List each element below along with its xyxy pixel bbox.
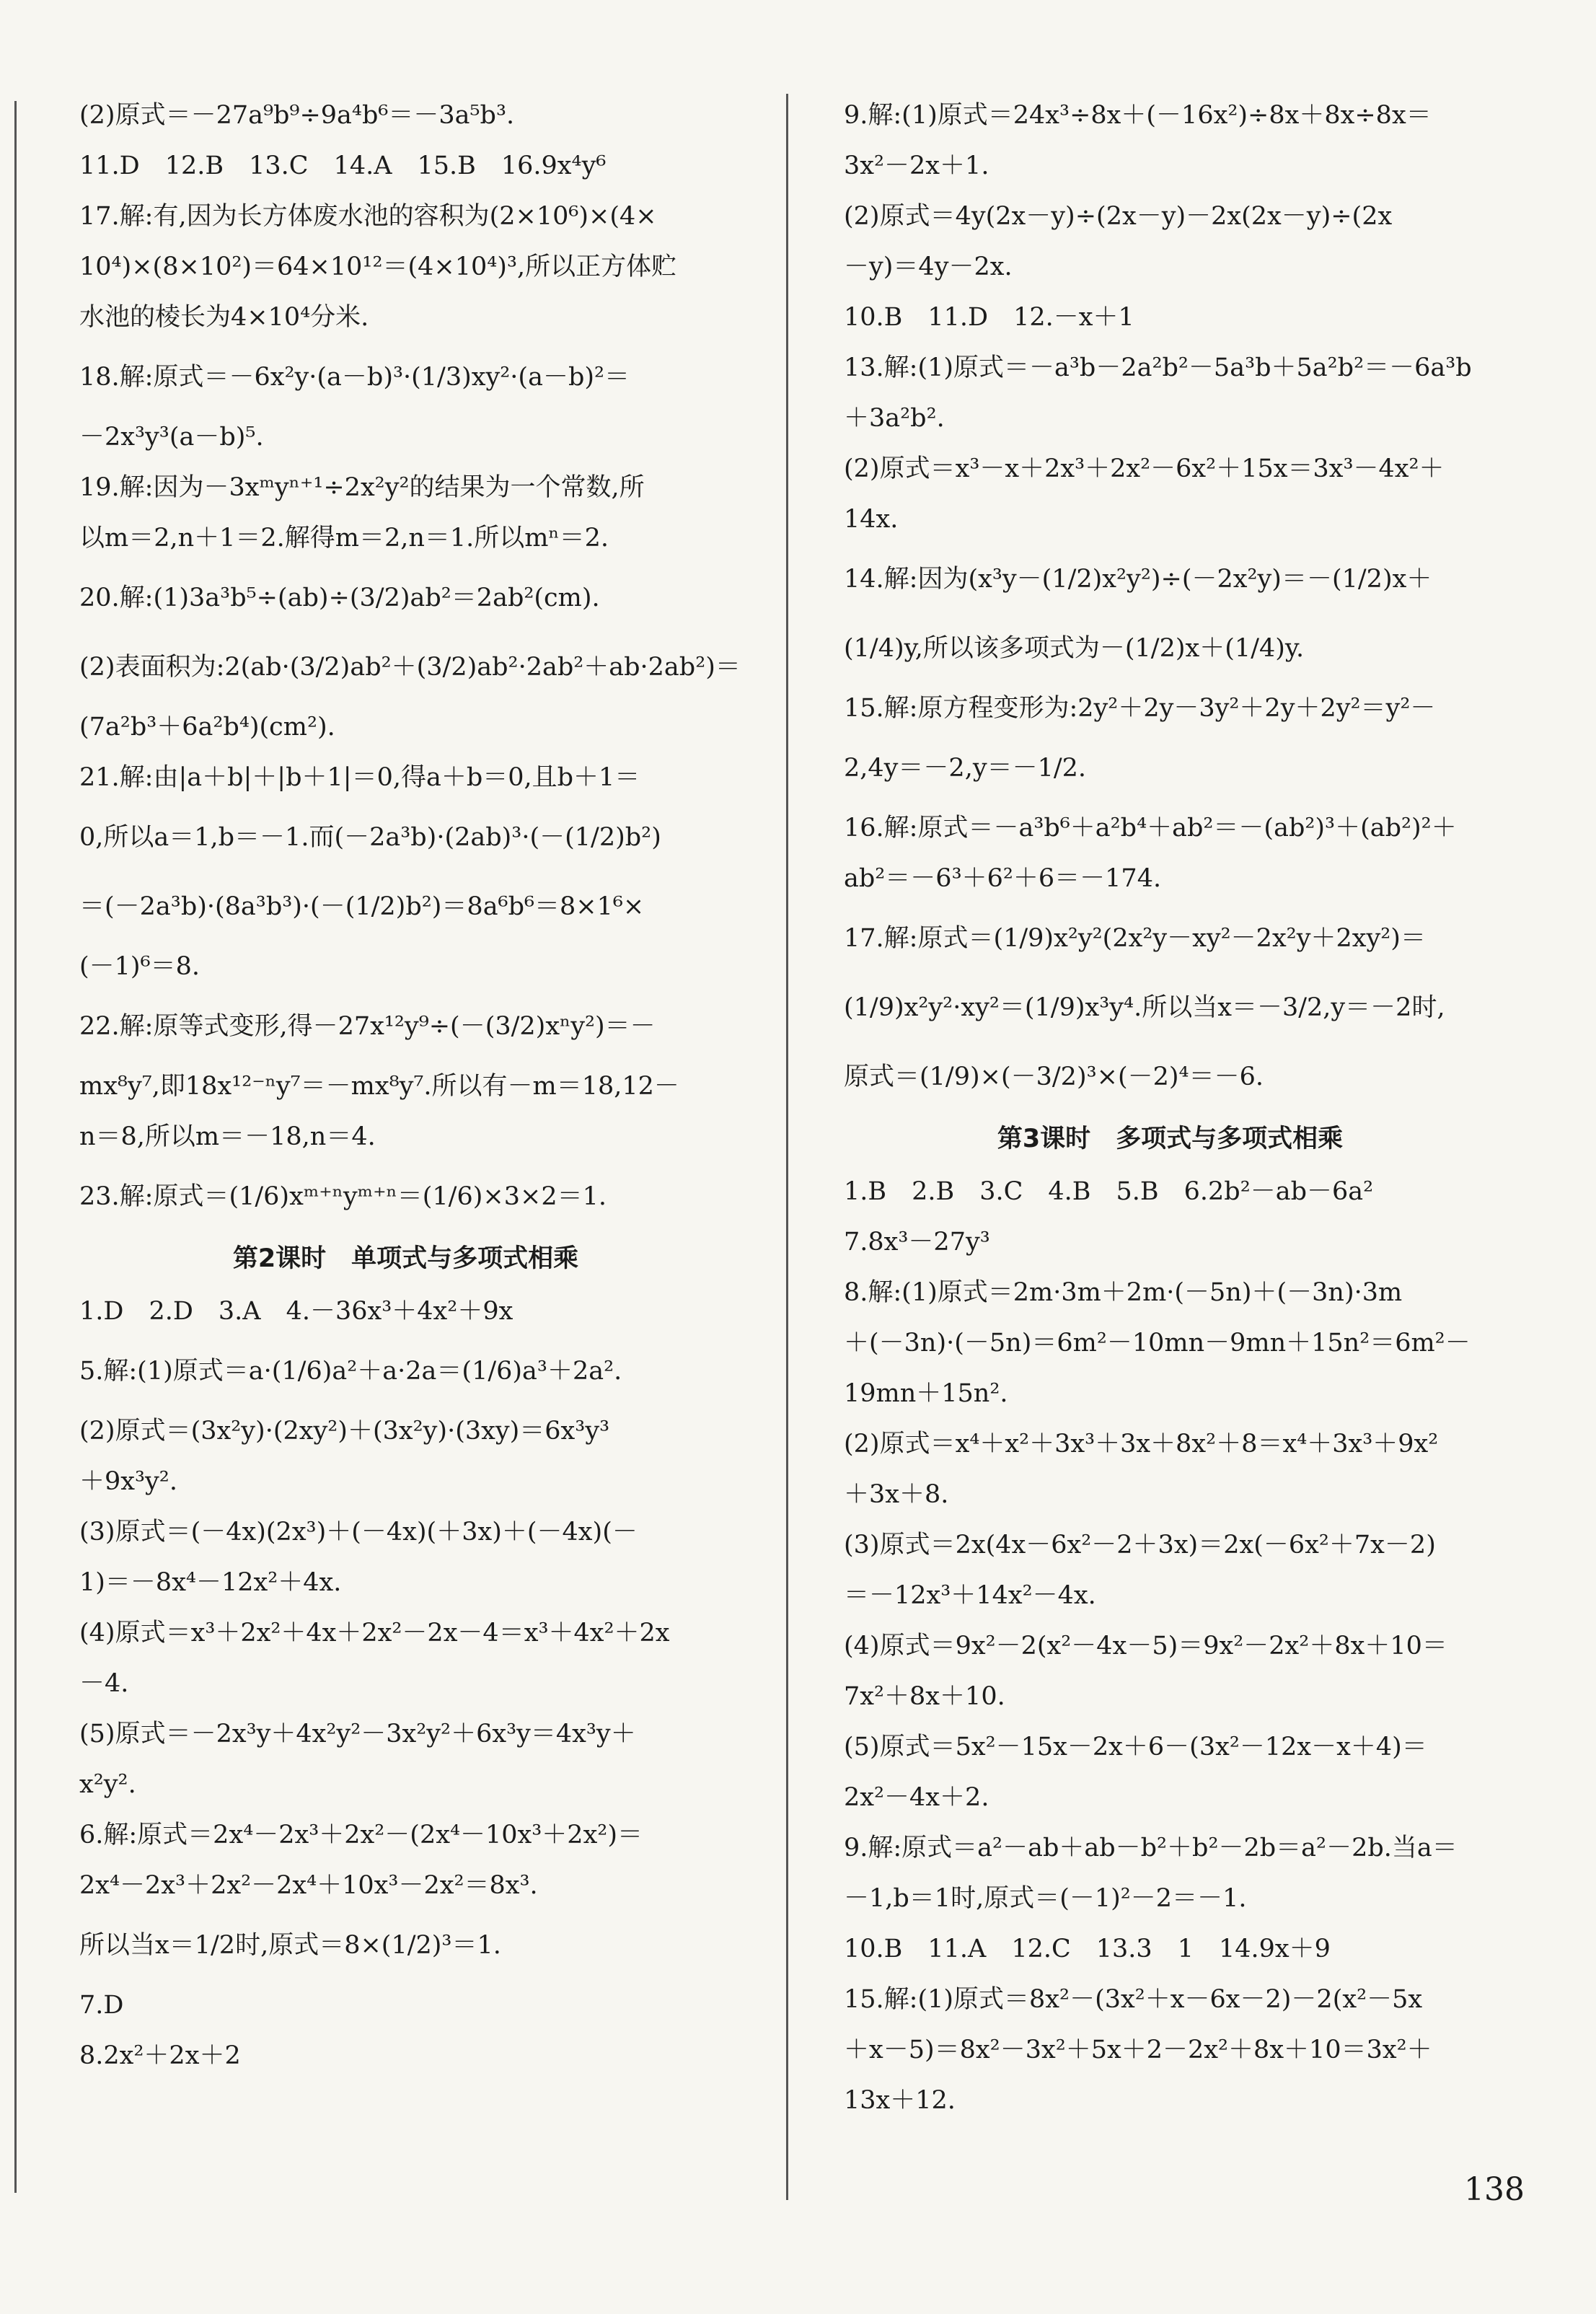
answer-line: －y)＝4y－2x.: [844, 252, 1013, 281]
left-column: [79, 90, 741, 2081]
answer-line: (2)原式＝4y(2x－y)÷(2x－y)－2x(2x－y)÷(2x: [844, 202, 1393, 231]
answer-line: 17.解:有,因为长方体废水池的容积为(2×10⁶)×(4×: [79, 202, 657, 231]
answer-line: 1.B 2.B 3.C 4.B 5.B 6.2b²－ab－6a²: [844, 1177, 1374, 1206]
answer-line: 10.B 11.A 12.C 13.3 1 14.9x＋9: [844, 1935, 1331, 1963]
answer-line: (5)原式＝－2x³y＋4x²y²－3x²y²＋6x³y＝4x³y＋: [79, 1720, 636, 1748]
page-number: 138: [1464, 2171, 1525, 2208]
answer-line: 7.8x³－27y³: [844, 1228, 990, 1257]
answer-line: 1)＝－8x⁴－12x²＋4x.: [79, 1568, 342, 1597]
answer-line: 15.解:原方程变形为:2y²＋2y－3y²＋2y＋2y²＝y²－: [844, 694, 1436, 723]
answer-line: mx⁸y⁷,即18x¹²⁻ⁿy⁷＝－mx⁸y⁷.所以有－m＝18,12－: [79, 1072, 679, 1101]
answer-line: (2)原式＝－27a⁹b⁹÷9a⁴b⁶＝－3a⁵b³.: [79, 101, 515, 130]
answer-line: (7a²b³＋6a²b⁴)(cm²).: [79, 713, 335, 742]
answer-line: (3)原式＝2x(4x－6x²－2＋3x)＝2x(－6x²＋7x－2): [844, 1531, 1436, 1559]
answer-line: 22.解:原等式变形,得－27x¹²y⁹÷(－(3/2)xⁿy²)＝－: [79, 1012, 656, 1041]
column-divider: [786, 94, 788, 2200]
answer-line: 20.解:(1)3a³b⁵÷(ab)÷(3/2)ab²＝2ab²(cm).: [79, 584, 600, 612]
answer-line: 18.解:原式＝－6x²y·(a－b)³·(1/3)xy²·(a－b)²＝: [79, 363, 630, 392]
answer-line: (2)原式＝(3x²y)·(2xy²)＋(3x²y)·(3xy)＝6x³y³: [79, 1417, 610, 1446]
answer-line: ＝－12x³＋14x²－4x.: [844, 1581, 1096, 1610]
answer-line: 2,4y＝－2,y＝－1/2.: [844, 754, 1087, 783]
answer-line: ＝(－2a³b)·(8a³b³)·(－(1/2)b²)＝8a⁶b⁶＝8×1⁶×: [79, 892, 645, 921]
answer-line: 15.解:(1)原式＝8x²－(3x²＋x－6x－2)－2(x²－5x: [844, 1985, 1423, 2014]
answer-line: (2)表面积为:2(ab·(3/2)ab²＋(3/2)ab²·2ab²＋ab·2ab²)＝: [79, 653, 741, 682]
answer-line: 7.D: [79, 1991, 124, 2020]
answer-line: 10.B 11.D 12.－x＋1: [844, 303, 1134, 332]
answer-line: ＋3a²b².: [844, 404, 945, 433]
right-column: [844, 90, 1496, 2126]
answer-line: (2)原式＝x³－x＋2x³＋2x²－6x²＋15x＝3x³－4x²＋: [844, 454, 1445, 483]
answer-line: (4)原式＝9x²－2(x²－4x－5)＝9x²－2x²＋8x＋10＝: [844, 1632, 1447, 1660]
answer-line: ＋9x³y².: [79, 1467, 177, 1496]
answer-line: 8.解:(1)原式＝2m·3m＋2m·(－5n)＋(－3n)·3m: [844, 1278, 1403, 1307]
answer-line: (4)原式＝x³＋2x²＋4x＋2x²－2x－4＝x³＋4x²＋2x: [79, 1619, 670, 1647]
answer-line: 19.解:因为－3xᵐyⁿ⁺¹÷2x²y²的结果为一个常数,所: [79, 473, 645, 502]
answer-line: 3x²－2x＋1.: [844, 151, 989, 180]
answer-line: (3)原式＝(－4x)(2x³)＋(－4x)(＋3x)＋(－4x)(－: [79, 1518, 638, 1547]
answer-line: 13.解:(1)原式＝－a³b－2a²b²－5a³b＋5a²b²＝－6a³b: [844, 353, 1472, 382]
answer-line: 17.解:原式＝(1/9)x²y²(2x²y－xy²－2x²y＋2xy²)＝: [844, 924, 1426, 953]
answer-line: 所以当x＝1/2时,原式＝8×(1/2)³＝1.: [79, 1931, 501, 1960]
left-margin-rule: [14, 101, 17, 2193]
answer-line: ＋x－5)＝8x²－3x²＋5x＋2－2x²＋8x＋10＝3x²＋: [844, 2036, 1432, 2064]
answer-line: 16.解:原式＝－a³b⁶＋a²b⁴＋ab²＝－(ab²)³＋(ab²)²＋: [844, 814, 1457, 843]
answer-line: (－1)⁶＝8.: [79, 952, 200, 981]
answer-line: 19mn＋15n².: [844, 1379, 1008, 1408]
answer-line: 1.D 2.D 3.A 4.－36x³＋4x²＋9x: [79, 1297, 513, 1326]
answer-line: 9.解:(1)原式＝24x³÷8x＋(－16x²)÷8x＋8x÷8x＝: [844, 101, 1432, 130]
answer-line: 以m＝2,n＋1＝2.解得m＝2,n＝1.所以mⁿ＝2.: [79, 524, 609, 553]
answer-line: (1/9)x²y²·xy²＝(1/9)x³y⁴.所以当x＝－3/2,y＝－2时,: [844, 993, 1445, 1022]
answer-line: 原式＝(1/9)×(－3/2)³×(－2)⁴＝－6.: [844, 1063, 1264, 1091]
answer-line: 13x＋12.: [844, 2086, 956, 2115]
answer-line: x²y².: [79, 1770, 136, 1799]
answer-line: 2x⁴－2x³＋2x²－2x⁴＋10x³－2x²＝8x³.: [79, 1871, 538, 1900]
answer-line: －4.: [79, 1669, 129, 1698]
answer-line: ab²＝－6³＋6²＋6＝－174.: [844, 864, 1162, 893]
answer-line: ＋(－3n)·(－5n)＝6m²－10mn－9mn＋15n²＝6m²－: [844, 1329, 1471, 1358]
answer-line: 11.D 12.B 13.C 14.A 15.B 16.9x⁴y⁶: [79, 151, 607, 180]
answer-line: 0,所以a＝1,b＝－1.而(－2a³b)·(2ab)³·(－(1/2)b²): [79, 823, 661, 852]
answer-line: －2x³y³(a－b)⁵.: [79, 423, 264, 452]
answer-line: (5)原式＝5x²－15x－2x＋6－(3x²－12x－x＋4)＝: [844, 1733, 1427, 1761]
answer-line: 14.解:因为(x³y－(1/2)x²y²)÷(－2x²y)＝－(1/2)x＋: [844, 565, 1432, 594]
answer-line: 10⁴)×(8×10²)＝64×10¹²＝(4×10⁴)³,所以正方体贮: [79, 252, 677, 281]
answer-line: 2x²－4x＋2.: [844, 1783, 989, 1812]
answer-line: 5.解:(1)原式＝a·(1/6)a²＋a·2a＝(1/6)a³＋2a².: [79, 1357, 622, 1386]
answer-line: 7x²＋8x＋10.: [844, 1682, 1005, 1711]
answer-line: 8.2x²＋2x＋2: [79, 2041, 241, 2070]
answer-line: 水池的棱长为4×10⁴分米.: [79, 303, 369, 332]
answer-line: 9.解:原式＝a²－ab＋ab－b²＋b²－2b＝a²－2b.当a＝: [844, 1834, 1458, 1862]
answer-line: 21.解:由|a＋b|＋|b＋1|＝0,得a＋b＝0,且b＋1＝: [79, 763, 640, 792]
answer-line: n＝8,所以m＝－18,n＝4.: [79, 1122, 376, 1151]
answer-line: (2)原式＝x⁴＋x²＋3x³＋3x＋8x²＋8＝x⁴＋3x³＋9x²: [844, 1430, 1439, 1459]
section-heading: 第2课时 单项式与多项式相乘: [232, 1244, 579, 1273]
answer-line: 6.解:原式＝2x⁴－2x³＋2x²－(2x⁴－10x³＋2x²)＝: [79, 1821, 643, 1849]
answer-line: ＋3x＋8.: [844, 1480, 949, 1509]
answer-line: 14x.: [844, 505, 899, 534]
section-heading: 第3课时 多项式与多项式相乘: [997, 1125, 1344, 1153]
answer-line: (1/4)y,所以该多项式为－(1/2)x＋(1/4)y.: [844, 634, 1305, 663]
answer-line: 23.解:原式＝(1/6)xᵐ⁺ⁿyᵐ⁺ⁿ＝(1/6)×3×2＝1.: [79, 1182, 607, 1211]
answer-line: －1,b＝1时,原式＝(－1)²－2＝－1.: [844, 1884, 1247, 1913]
